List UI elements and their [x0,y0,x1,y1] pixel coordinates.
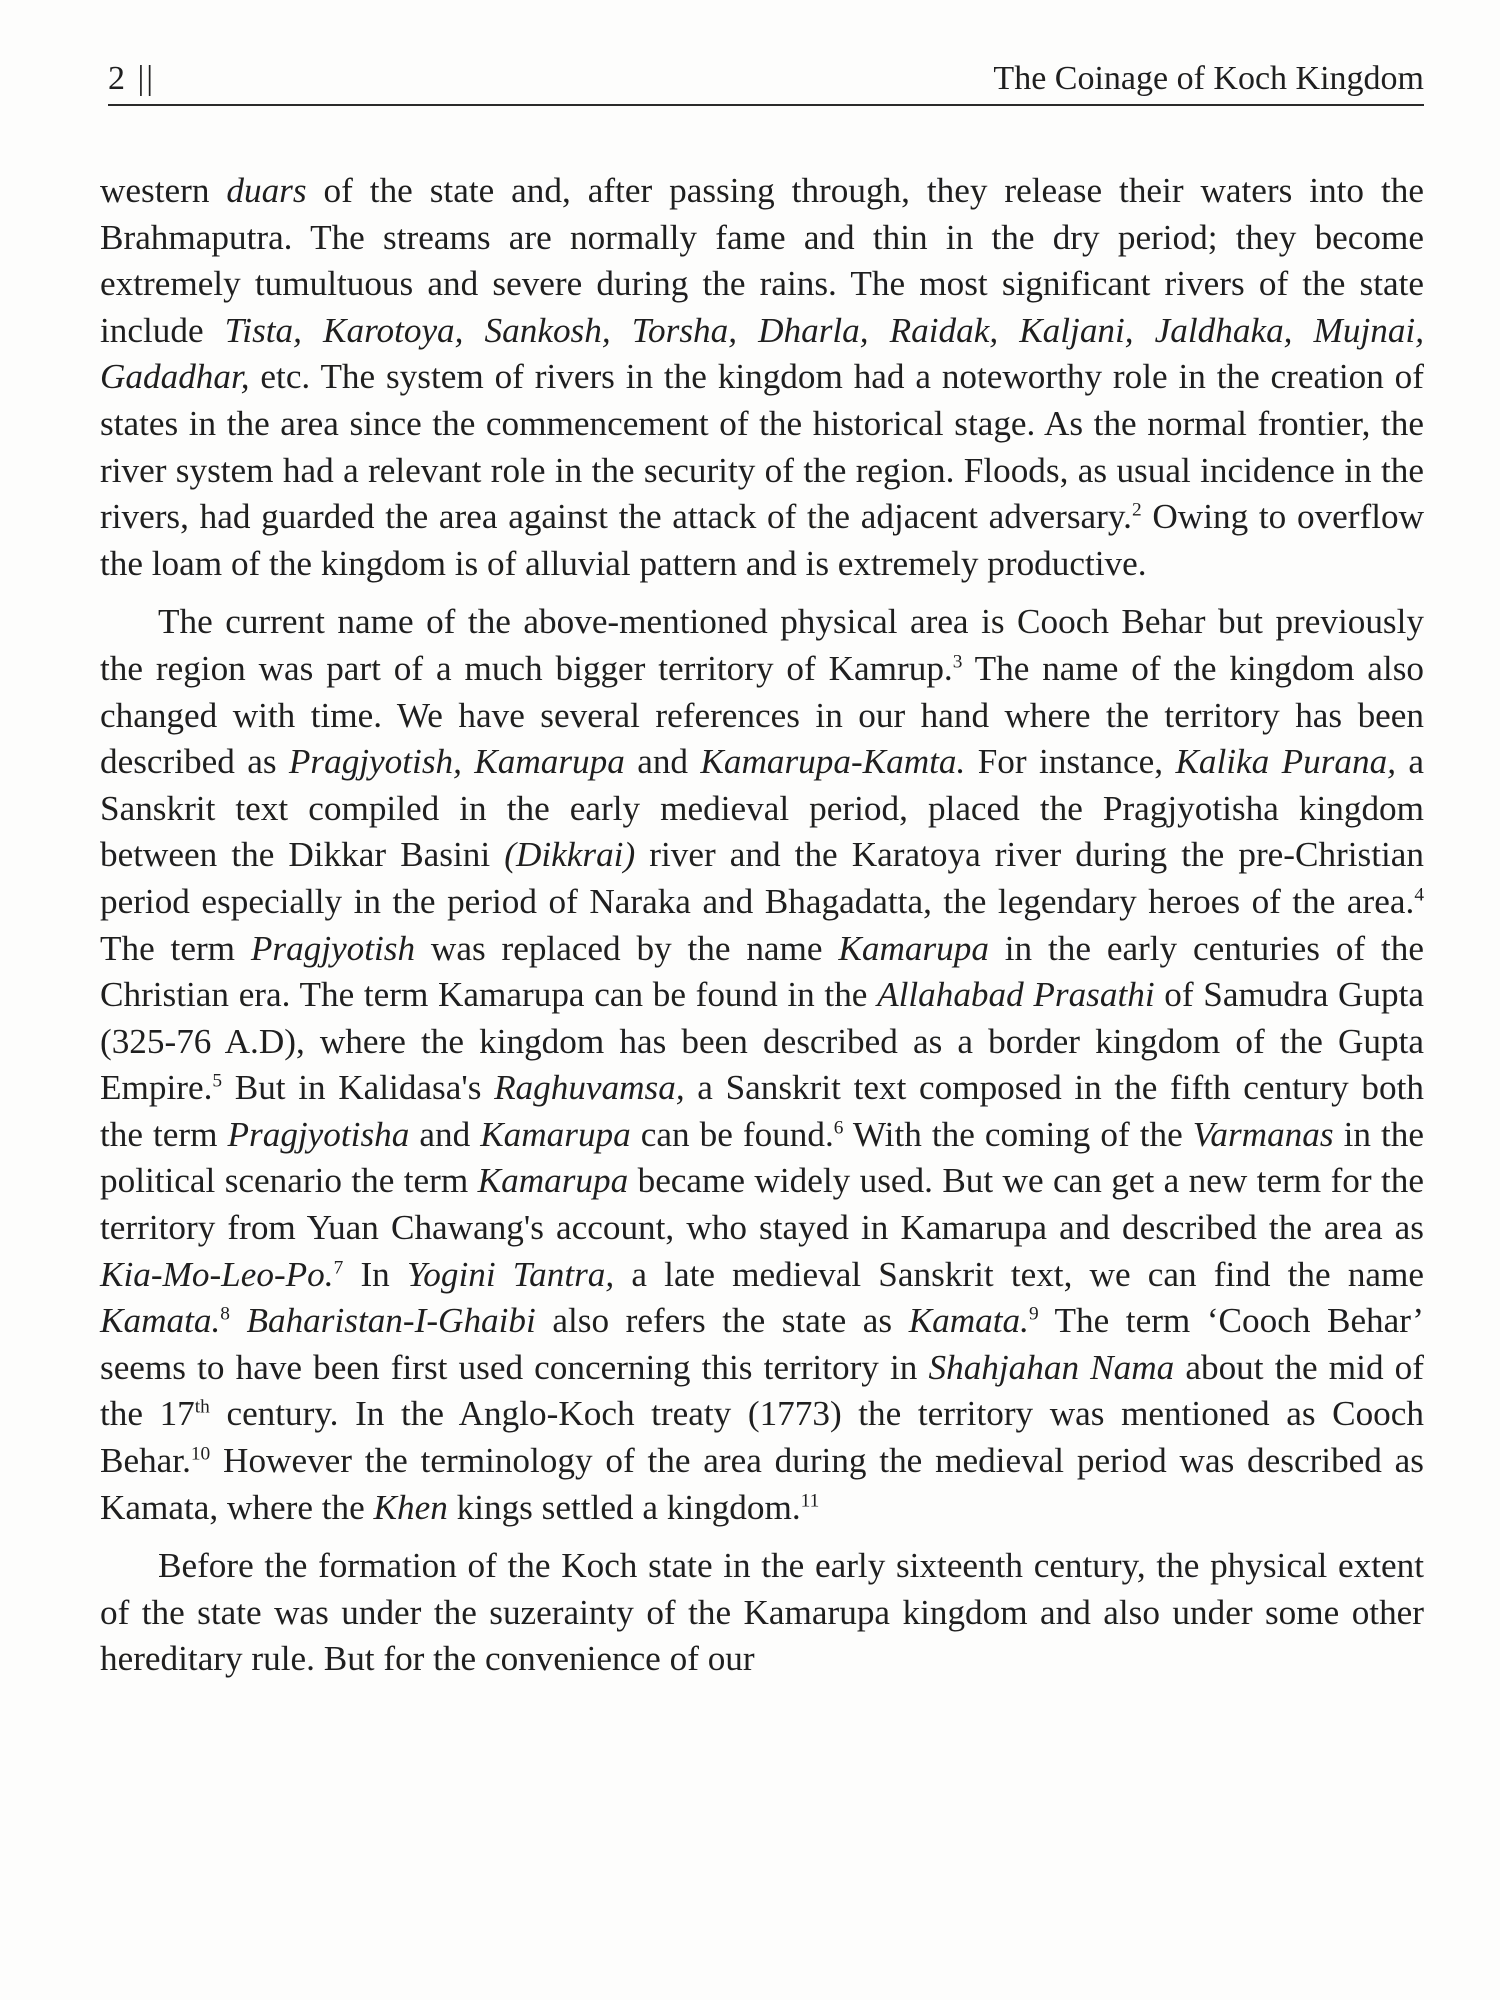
italic-term: Varmanas [1192,1114,1334,1154]
italic-term: Kamarupa-Kamta. [700,742,966,782]
text-run: Owing to overflow the loam of the kingdom is of alluvial pattern and is extremely productive. [100,497,1424,583]
italic-term: Kia-Mo-Leo-Po. [100,1254,334,1294]
running-title: The Coinage of Koch Kingdom [993,60,1424,97]
header-separator: || [137,60,156,97]
italic-term: Pragjyotisha [227,1114,410,1154]
text-run: In [343,1254,407,1294]
text-run: For instance, [965,742,1176,782]
italic-term: Kamarupa [838,928,989,968]
body-text [100,168,1424,1695]
page-number: 2 [108,60,127,97]
italic-term: (Dikkrai) [504,835,636,875]
running-header [108,56,1424,106]
footnote-ref: 6 [833,1117,844,1139]
italic-term: Raghuvamsa, [494,1068,685,1108]
footnote-ref: th [194,1396,210,1418]
paragraph-3 [100,1543,1424,1683]
italic-term: Khen [373,1487,448,1527]
italic-term: Kamarupa [477,1161,629,1201]
text-run: and [624,742,701,782]
footnote-ref: 11 [800,1489,820,1511]
text-run: With the coming of the [843,1114,1193,1154]
footnote-ref: 9 [1028,1303,1039,1325]
text-run: The term [100,928,251,968]
text-run: of Samudra Gupta (325-76 A.D), where the kingdom has been described as a border kingdom of the Gupta Empire. [100,975,1424,1108]
text-run: But in Kalidasa's [222,1068,495,1108]
italic-term: Shahjahan Nama [928,1347,1175,1387]
footnote-ref: 3 [952,651,963,673]
text-run: also refers the state as [535,1301,909,1341]
text-run: and [409,1114,481,1154]
footnote-ref: 7 [333,1256,344,1278]
text-run [230,1301,247,1340]
italic-term: Baharistan-I-Ghaibi [246,1301,536,1341]
text-run: etc. The system of rivers in the kingdom had a noteworthy role in the creation of states in the area since the commencement of the historical stage. As the normal frontier, the river system had a relevant role in the security of the region. Floods, as usual incidence in the rivers, had guarded the area against the attack of the adjacent adversary. [100,357,1424,537]
text-run: However the terminology of the area during the medieval period was described as Kamata, where the [100,1441,1424,1527]
text-run: in the early centuries of the Christian era. The term Kamarupa can be found in the [100,928,1424,1015]
text-run: river and the Karatoya river during the pre-Christian period especially in the period of Naraka and Bhagadatta, the legendary heroes of the area. [100,835,1425,921]
footnote-ref: 2 [1131,499,1142,521]
text-run: western [100,171,227,210]
italic-term: Pragjyotish [250,928,416,968]
footnote-ref: 8 [220,1303,230,1325]
paragraph-1 [100,168,1424,587]
italic-term: Allahabad Prasathi [877,975,1155,1015]
text-run: became widely used. But we can get a new term for the territory from Yuan Chawang's account, who stayed in Kamarupa and described the area as [100,1161,1424,1248]
text-run: The term ‘Cooch Behar’ seems to have been first used concerning this territory in [100,1301,1425,1387]
text-run: a late medieval Sanskrit text, we can find the name [614,1254,1425,1294]
italic-term: Pragjyotish, Kamarupa [288,742,625,782]
text-run: in the political scenario the term [100,1114,1424,1201]
italic-term: Kamata. [100,1301,221,1341]
footnote-ref: 4 [1414,884,1424,906]
text-run: of the state and, after passing through, they release their waters into the Brahmaputra. The streams are normally fame and thin in the dry period; they become extremely tumultuous and severe during the rains. The most significant rivers of the state include [100,171,1424,350]
italic-term: Kamata. [908,1301,1029,1341]
text-run: Before the formation of the Koch state in the early sixteenth century, the physical extent of the state was under the suzerainty of the Kamarupa kingdom and also under some other hereditary rule. But for the convenience of our [100,1546,1424,1679]
text-run: The current name of the above-mentioned physical area is Cooch Behar but previously the region was part of a much bigger territory of Kamrup. [100,602,1424,688]
footnote-ref: 5 [212,1070,223,1092]
text-run: about the mid of the 17 [100,1347,1424,1434]
text-run: The name of the kingdom also changed with time. We have several references in our hand where the territory has been described as [100,648,1424,782]
text-run: can be found. [630,1114,834,1154]
italic-term: Tista, Karotoya, Sankosh, Torsha, Dharla, Raidak, Kaljani, Jaldhaka, Mujnai, Gadadhar, [100,310,1424,397]
footnote-ref: 10 [190,1443,211,1465]
italic-term: duars [226,171,307,210]
text-run: was replaced by the name [415,928,839,968]
text-run: kings settled a kingdom. [447,1487,801,1527]
paragraph-2 [100,599,1424,1531]
italic-term: Yogini Tantra, [406,1254,615,1294]
text-run: a Sanskrit text compiled in the early medieval period, placed the Pragjyotisha kingdom between the Dikkar Basini [100,742,1425,875]
text-run: century. In the Anglo-Koch treaty (1773) the territory was mentioned as Cooch Behar. [100,1394,1424,1481]
italic-term: Kalika Purana, [1175,742,1397,782]
italic-term: Kamarupa [480,1114,631,1154]
text-run: a Sanskrit text composed in the fifth century both the term [100,1068,1424,1154]
